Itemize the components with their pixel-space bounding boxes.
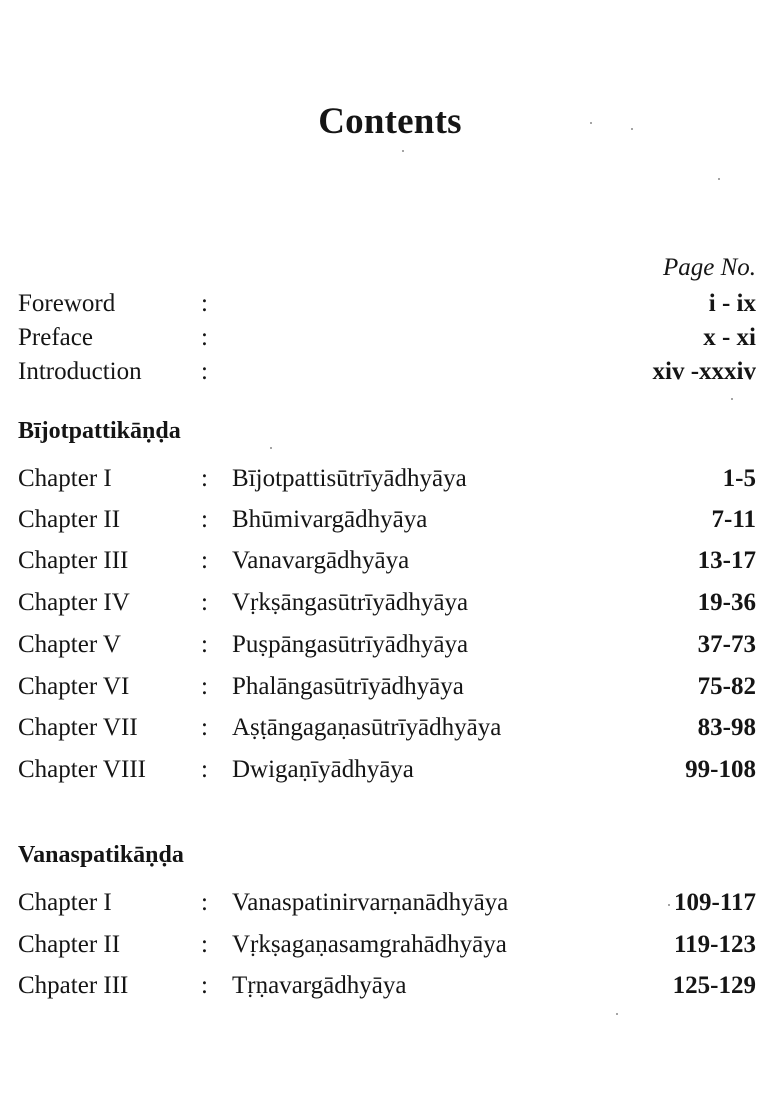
toc-separator: : [201,465,208,492]
toc-chapter-row [18,969,756,1003]
page-title: Contents [318,101,462,142]
scan-speck [718,178,720,180]
toc-separator: : [201,889,208,916]
toc-chapter-row [18,886,756,920]
toc-entry-foreword [18,287,756,321]
toc-chapter-row [18,753,756,787]
toc-separator: : [201,290,208,317]
toc-entry-pages: i - ix [708,290,756,317]
chapter-label: Chapter VI [18,673,130,700]
chapter-label: Chpater III [18,972,129,999]
toc-separator: : [201,931,208,958]
toc-entry-introduction [18,355,756,389]
chapter-title: Dwigaṇīyādhyāya [232,756,414,783]
section-heading-bijotpattikanda: Bījotpattikāṇḍa [18,418,181,444]
toc-chapter-row [18,462,756,496]
chapter-label: Chapter V [18,631,121,658]
chapter-label: Chapter I [18,889,112,916]
toc-entry-pages: x - xi [703,324,756,351]
chapter-title: Bhūmivargādhyāya [232,506,428,533]
toc-separator: : [201,631,208,658]
chapter-label: Chapter III [18,547,129,574]
chapter-title: Vanaspatinirvarṇanādhyāya [232,889,509,916]
chapter-pages: 13-17 [697,547,756,574]
toc-chapter-row [18,503,756,537]
toc-separator: : [201,589,208,616]
chapter-label: Chapter IV [18,589,130,616]
chapter-title: Vanavargādhyāya [232,547,410,574]
chapter-title: Vṛkṣāngasūtrīyādhyāya [232,589,469,616]
toc-separator: : [201,972,208,999]
toc-chapter-row [18,544,756,578]
chapter-pages: 109-117 [674,889,756,916]
scan-speck [631,128,633,130]
chapter-label: Chapter VIII [18,756,146,783]
toc-separator: : [201,506,208,533]
chapter-pages: 37-73 [697,631,756,658]
toc-separator: : [201,324,208,351]
chapter-title: Aṣṭāngagaṇasūtrīyādhyāya [232,714,502,741]
toc-chapter-row [18,928,756,962]
chapter-pages: 125-129 [672,972,756,999]
toc-entry-pages: xiv -xxxiv [652,358,756,385]
toc-chapter-row [18,628,756,662]
scan-speck [731,398,733,400]
chapter-label: Chapter VII [18,714,138,741]
toc-entry-label: Introduction [18,358,142,385]
chapter-pages: 119-123 [674,931,756,958]
chapter-pages: 1-5 [722,465,756,492]
page-number-column-header: Page No. [662,254,756,281]
chapter-label: Chapter I [18,465,112,492]
chapter-pages: 75-82 [697,673,756,700]
scan-speck [590,122,592,124]
chapter-title: Puṣpāngasūtrīyādhyāya [232,631,469,658]
toc-chapter-row [18,711,756,745]
chapter-title: Bījotpattisūtrīyādhyāya [232,465,467,492]
chapter-pages: 83-98 [697,714,756,741]
scan-speck [270,447,272,449]
scan-speck [402,150,404,152]
toc-entry-preface [18,321,756,355]
toc-separator: : [201,714,208,741]
chapter-label: Chapter II [18,506,121,533]
chapter-title: Vṛkṣagaṇasamgrahādhyāya [232,931,507,958]
scan-speck [668,904,670,906]
section-heading-vanaspatikanda: Vanaspatikāṇḍa [18,842,184,868]
toc-separator: : [201,358,208,385]
chapter-label: Chapter II [18,931,121,958]
chapter-pages: 99-108 [685,756,756,783]
toc-chapter-row [18,670,756,704]
toc-entry-label: Foreword [18,290,116,317]
toc-chapter-row [18,586,756,620]
toc-entry-label: Preface [18,324,93,351]
chapter-pages: 7-11 [711,506,756,533]
chapter-pages: 19-36 [697,589,756,616]
chapter-title: Tṛṇavargādhyāya [232,972,407,999]
toc-separator: : [201,547,208,574]
toc-separator: : [201,756,208,783]
toc-separator: : [201,673,208,700]
chapter-title: Phalāngasūtrīyādhyāya [232,673,464,700]
scan-speck [616,1013,618,1015]
